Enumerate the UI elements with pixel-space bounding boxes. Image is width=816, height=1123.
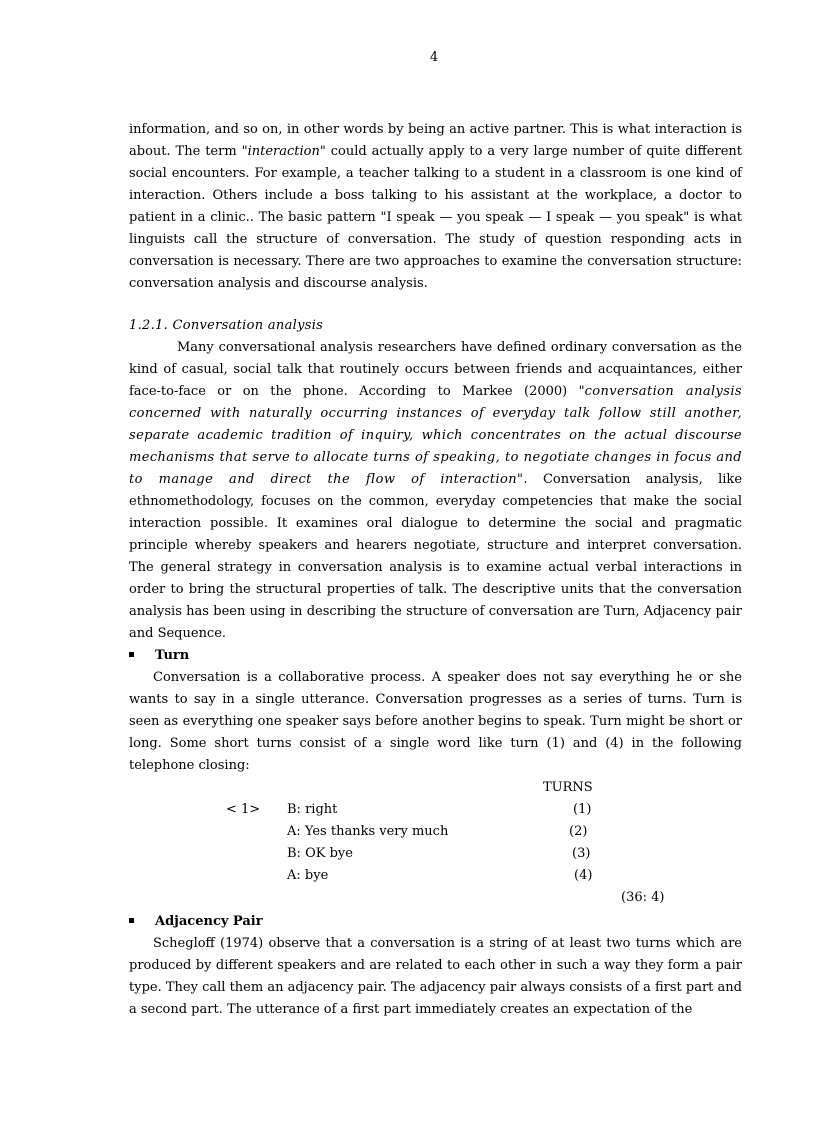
example-row — [129, 843, 742, 865]
example-turn-number: (2) — [569, 824, 588, 839]
intro-term: interaction" — [247, 144, 326, 159]
bullet-icon — [129, 918, 134, 923]
example-row — [129, 799, 742, 821]
markee-quote: conversation analysis concerned with naturally occurring instances of everyday talk follow still another, separate academic tradition of inquiry, which concentrates on the actual discourse mechanisms that serve to allocate turns of speaking, to negotiate changes in focus and to manage and direct the flow of interaction" — [129, 384, 742, 487]
adjacency-paragraph: Schegloff (1974) observe that a conversation is a string of at least two turns which are produced by different speakers and are related to each other in such a way they form a pair type. They call them an adjacency pair. The adjacency pair always consists of a first part and a second part. The utterance of a first part immediately creates an expectation of the — [129, 936, 742, 1017]
example-source: (36: 4) — [621, 890, 665, 905]
example-number: < 1> — [226, 802, 261, 817]
conversation-analysis-paragraph — [129, 337, 742, 645]
example-turn-number: (4) — [574, 868, 593, 883]
intro-text-2: could actually apply to a very large number of quite different social encounters. For example, a teacher talking to a student in a classroom is one kind of interaction. Others include a boss talking to his assistant at the workplace, a doctor to patient in a clinic.. The basic pattern "I speak — you speak — I speak — you speak" is what linguists call the structure of conversation. The study of question responding acts in conversation is necessary. There are two approaches to examine the conversation structure: conversation analysis and discourse analysis. — [129, 144, 742, 291]
turns-header: TURNS — [543, 780, 593, 795]
example-turn-number: (3) — [572, 846, 591, 861]
page-number: 4 — [429, 50, 439, 65]
ca-text-start: Many conversational analysis researchers have defined ordinary conversation as the kind of casual, social talk that routinely occurs between friends and acquaintances, either face-to-face or on the phone. According to Markee (2000) " — [129, 340, 742, 399]
example-row — [129, 865, 742, 887]
example-turn-number: (1) — [573, 802, 592, 817]
example-line-text: A: Yes thanks very much — [287, 824, 449, 839]
intro-paragraph — [129, 119, 742, 295]
turn-paragraph: Conversation is a collaborative process. A speaker does not say everything he or she wants to say in a single utterance. Conversation progresses as a series of turns. Turn is seen as everything one speaker says before another begins to speak. Turn might be short or long. Some short turns consist of a single word like turn (1) and (4) in the following telephone closing: — [129, 670, 742, 773]
example-line-text: B: right — [287, 802, 338, 817]
ca-text-end: . Conversation analysis, like ethnomethodology, focuses on the common, everyday competencies that make the social interaction possible. It examines oral dialogue to determine the social and pragmatic principle whereby speakers and hearers negotiate, structure and interpret conversation. The general strategy in conversation analysis is to examine actual verbal interactions in order to bring the structural properties of talk. The descriptive units that the conversation analysis has been using in describing the structure of conversation are Turn, Adjacency pair and Sequence. — [129, 472, 743, 641]
turn-heading — [129, 645, 742, 667]
telephone-closing-example — [129, 777, 742, 905]
example-line-text: A: bye — [287, 868, 329, 883]
adjacency-pair-heading — [129, 911, 742, 933]
example-line-text: B: OK bye — [287, 846, 353, 861]
turn-heading-label: Turn — [155, 648, 190, 663]
document-body — [129, 119, 742, 1021]
section-heading: 1.2.1. Conversation analysis — [129, 318, 324, 333]
intro-text-1: information, and so on, in other words by being an active partner. This is what interaction is about. The term " — [129, 122, 742, 159]
adjacency-heading-label: Adjacency Pair — [155, 914, 263, 929]
bullet-icon — [129, 652, 134, 657]
example-row — [129, 821, 742, 843]
